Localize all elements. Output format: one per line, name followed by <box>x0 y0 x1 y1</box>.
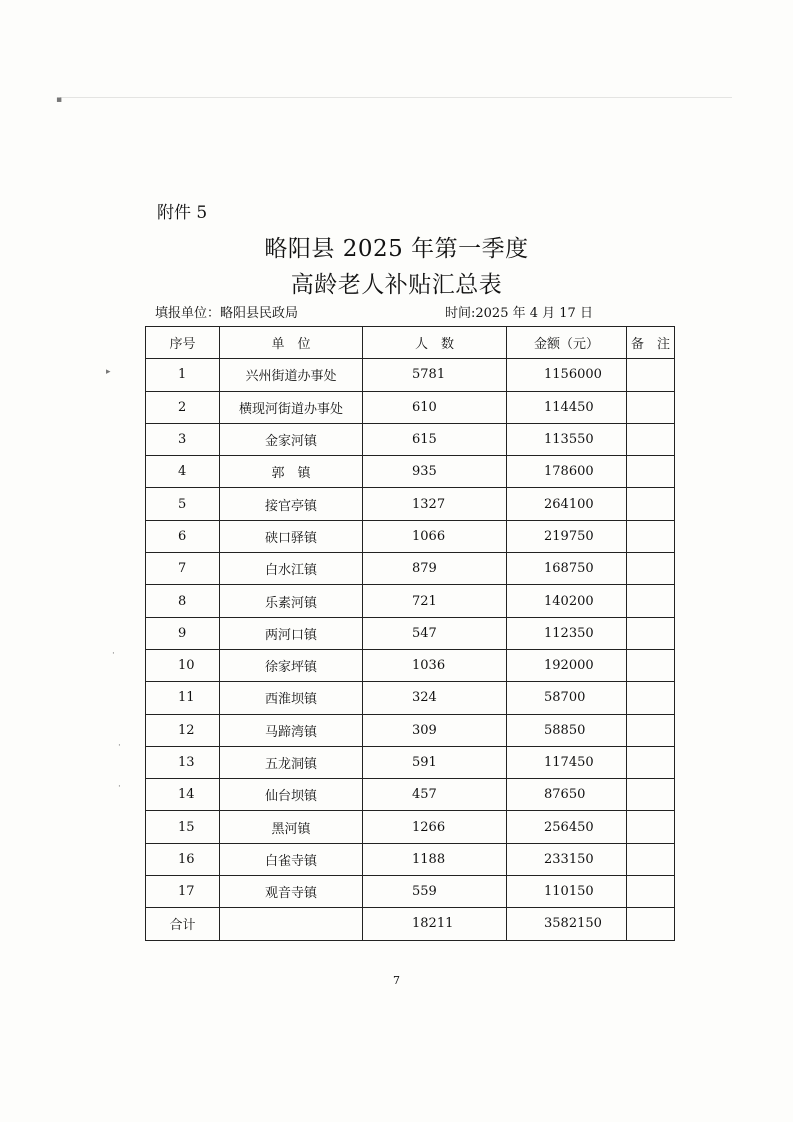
table-row <box>146 423 675 455</box>
table-header-row <box>146 327 675 359</box>
cell-note <box>627 423 675 455</box>
cell-amount: 117450 <box>507 746 627 778</box>
cell-unit: 两河口镇 <box>220 617 363 649</box>
document-title-line1: 略阳县 2025 年第一季度 <box>264 236 529 262</box>
cell-unit: 马蹄湾镇 <box>220 714 363 746</box>
total-unit <box>220 908 363 940</box>
cell-note <box>627 682 675 714</box>
cell-seq: 15 <box>146 811 220 843</box>
page-edge-line <box>60 97 732 98</box>
cell-seq: 1 <box>146 359 220 391</box>
cell-note <box>627 843 675 875</box>
header-note: 备 注 <box>627 327 675 359</box>
cell-count: 559 <box>363 876 507 908</box>
cell-count: 324 <box>363 682 507 714</box>
cell-count: 5781 <box>363 359 507 391</box>
cell-count: 721 <box>363 585 507 617</box>
cell-count: 547 <box>363 617 507 649</box>
cell-note <box>627 553 675 585</box>
cell-unit: 白水江镇 <box>220 553 363 585</box>
cell-count: 591 <box>363 746 507 778</box>
table-row <box>146 746 675 778</box>
cell-seq: 9 <box>146 617 220 649</box>
cell-count: 1266 <box>363 811 507 843</box>
cell-seq: 11 <box>146 682 220 714</box>
table-row <box>146 649 675 681</box>
table-row <box>146 359 675 391</box>
cell-note <box>627 585 675 617</box>
cell-unit: 白雀寺镇 <box>220 843 363 875</box>
cell-unit: 黑河镇 <box>220 811 363 843</box>
cell-unit: 五龙洞镇 <box>220 746 363 778</box>
cell-count: 935 <box>363 456 507 488</box>
cell-count: 457 <box>363 779 507 811</box>
cell-note <box>627 391 675 423</box>
table-row <box>146 553 675 585</box>
cell-unit: 兴州街道办事处 <box>220 359 363 391</box>
cell-unit: 金家河镇 <box>220 423 363 455</box>
cell-note <box>627 746 675 778</box>
total-amount: 3582150 <box>507 908 627 940</box>
cell-amount: 233150 <box>507 843 627 875</box>
cell-seq: 5 <box>146 488 220 520</box>
cell-note <box>627 359 675 391</box>
cell-unit: 西淮坝镇 <box>220 682 363 714</box>
cell-unit: 郭 镇 <box>220 456 363 488</box>
cell-seq: 13 <box>146 746 220 778</box>
cell-note <box>627 876 675 908</box>
cell-amount: 219750 <box>507 520 627 552</box>
cell-seq: 12 <box>146 714 220 746</box>
subsidy-summary-table <box>145 326 675 941</box>
cell-note <box>627 811 675 843</box>
cell-amount: 58700 <box>507 682 627 714</box>
document-title-line2: 高龄老人补贴汇总表 <box>290 272 503 298</box>
filing-unit: 填报单位：略阳县民政局 <box>155 306 299 321</box>
scan-speck: ▪ <box>56 95 63 105</box>
table-row <box>146 779 675 811</box>
cell-amount: 1156000 <box>507 359 627 391</box>
cell-seq: 17 <box>146 876 220 908</box>
total-label: 合计 <box>146 908 220 940</box>
table-row <box>146 714 675 746</box>
cell-note <box>627 649 675 681</box>
cell-amount: 58850 <box>507 714 627 746</box>
cell-unit: 接官亭镇 <box>220 488 363 520</box>
cell-count: 610 <box>363 391 507 423</box>
cell-count: 309 <box>363 714 507 746</box>
cell-seq: 10 <box>146 649 220 681</box>
header-seq: 序号 <box>146 327 220 359</box>
cell-unit: 横现河街道办事处 <box>220 391 363 423</box>
table-row <box>146 391 675 423</box>
cell-amount: 112350 <box>507 617 627 649</box>
cell-note <box>627 617 675 649</box>
cell-unit: 观音寺镇 <box>220 876 363 908</box>
cell-seq: 4 <box>146 456 220 488</box>
table-row <box>146 876 675 908</box>
header-count: 人 数 <box>363 327 507 359</box>
header-unit: 单 位 <box>220 327 363 359</box>
total-row <box>146 908 675 940</box>
table-row <box>146 520 675 552</box>
cell-unit: 徐家坪镇 <box>220 649 363 681</box>
cell-count: 1188 <box>363 843 507 875</box>
page-number: 7 <box>393 974 400 987</box>
total-note <box>627 908 675 940</box>
cell-count: 1066 <box>363 520 507 552</box>
cell-amount: 114450 <box>507 391 627 423</box>
scan-speck: · <box>118 741 121 751</box>
cell-amount: 178600 <box>507 456 627 488</box>
cell-seq: 2 <box>146 391 220 423</box>
cell-seq: 14 <box>146 779 220 811</box>
table-row <box>146 585 675 617</box>
scan-speck: · <box>118 782 121 792</box>
cell-amount: 192000 <box>507 649 627 681</box>
cell-note <box>627 520 675 552</box>
cell-amount: 110150 <box>507 876 627 908</box>
cell-amount: 256450 <box>507 811 627 843</box>
cell-amount: 113550 <box>507 423 627 455</box>
cell-seq: 6 <box>146 520 220 552</box>
cell-seq: 8 <box>146 585 220 617</box>
attachment-label: 附件 5 <box>157 203 208 223</box>
cell-note <box>627 456 675 488</box>
total-count: 18211 <box>363 908 507 940</box>
table-row <box>146 617 675 649</box>
cell-unit: 仙台坝镇 <box>220 779 363 811</box>
cell-count: 879 <box>363 553 507 585</box>
cell-count: 1327 <box>363 488 507 520</box>
cell-amount: 168750 <box>507 553 627 585</box>
cell-unit: 乐素河镇 <box>220 585 363 617</box>
cell-note <box>627 779 675 811</box>
cell-count: 615 <box>363 423 507 455</box>
cell-seq: 3 <box>146 423 220 455</box>
cell-note <box>627 488 675 520</box>
table-row <box>146 488 675 520</box>
table-row <box>146 456 675 488</box>
cell-amount: 140200 <box>507 585 627 617</box>
cell-amount: 87650 <box>507 779 627 811</box>
cell-seq: 7 <box>146 553 220 585</box>
table-row <box>146 843 675 875</box>
cell-unit: 硖口驿镇 <box>220 520 363 552</box>
cell-seq: 16 <box>146 843 220 875</box>
cell-note <box>627 714 675 746</box>
table-row <box>146 682 675 714</box>
cell-amount: 264100 <box>507 488 627 520</box>
table-row <box>146 811 675 843</box>
scan-speck: ▸ <box>106 367 111 377</box>
header-amount: 金额（元） <box>507 327 627 359</box>
report-date: 时间:2025 年 4 月 17 日 <box>445 306 593 321</box>
scan-speck: · <box>112 649 115 659</box>
cell-count: 1036 <box>363 649 507 681</box>
